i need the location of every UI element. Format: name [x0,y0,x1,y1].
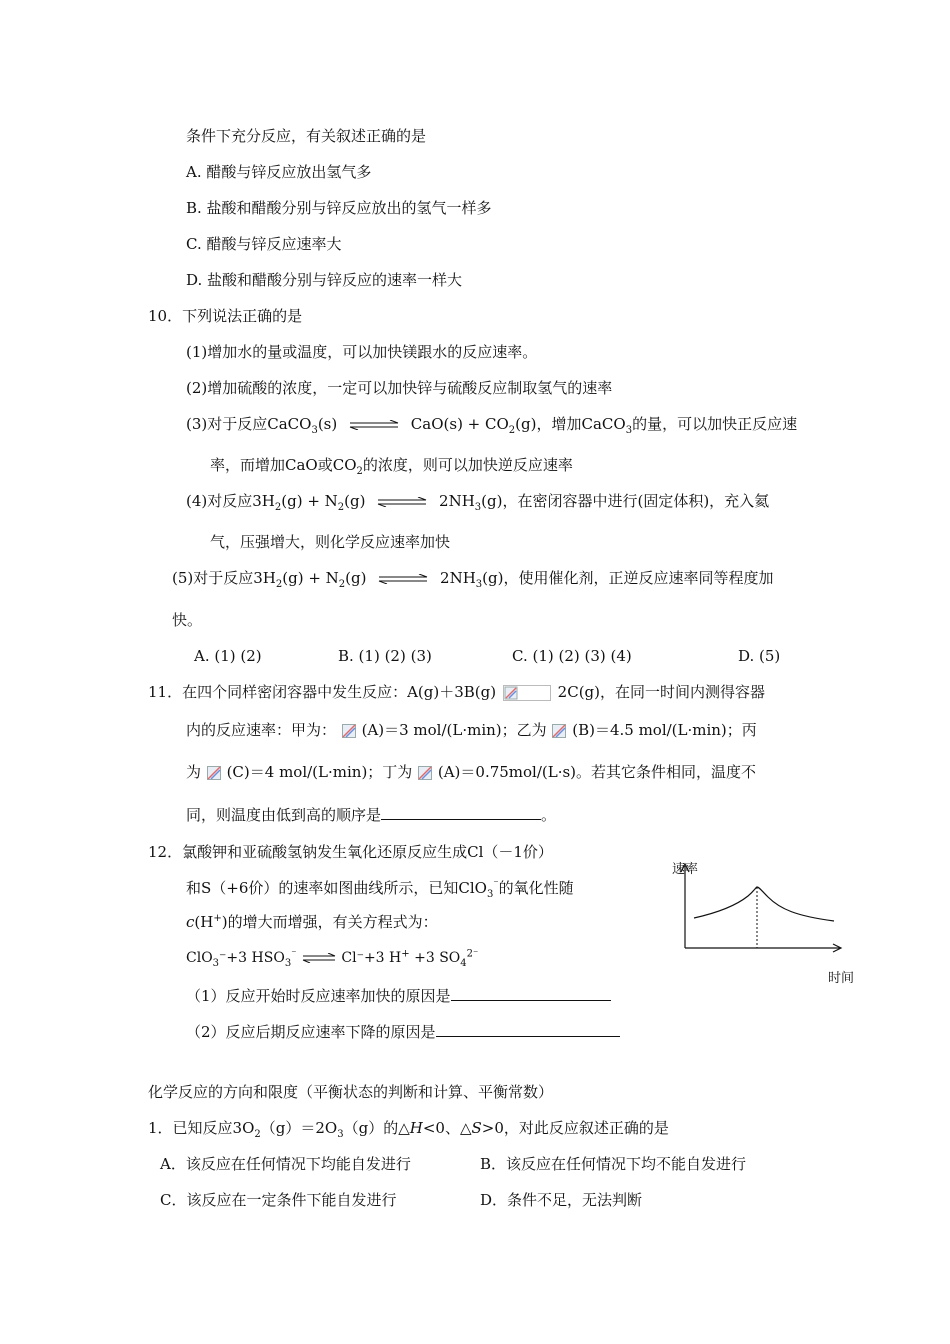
q9-option-b: B. 盐酸和醋酸分别与锌反应放出的氢气一样多 [186,199,492,217]
q12-line-1: 12．氯酸钾和亚硫酸氢钠发生氧化还原反应生成Cl（－1价） [148,843,553,861]
broken-image-icon [552,724,566,738]
answer-blank[interactable] [451,986,611,1001]
equilibrium-arrow-icon [302,953,336,963]
chart-ylabel: 速率 [672,862,699,877]
equilibrium-arrow-icon [377,574,429,584]
q10-statement-2: (2)增加硫酸的浓度，一定可以加快锌与硫酸反应制取氢气的速率 [186,379,613,397]
chart-xlabel: 时间 [828,971,855,986]
rate-time-chart [676,860,846,960]
broken-image-icon [207,766,221,780]
rate-curve [694,887,834,921]
q9-option-c: C. 醋酸与锌反应速率大 [186,235,342,253]
q12-part-1: （1）反应开始时反应速率加快的原因是 [186,986,611,1006]
q10-statement-4: (4)对反应$3H_2(g) + N_2(g)$ $2NH_3(g)$，在密闭容器中进行(固定体积)，充入氦 [186,492,770,513]
q12-line-3: c(H+)的增大而增强，有关方程式为： [186,913,438,931]
q12-equation: ClO$_3$⁻+3 $HSO_3^{^-}$ Cl⁻+3 H+ +3 $SO_4^{2^-}$ [186,948,479,969]
q10-option-c: C. (1) (2) (3) (4) [512,647,632,665]
q10-statement-3-cont: 率，而增加CaO或$CO_2$的浓度，则可以加快逆反应速率 [210,456,573,477]
q10-stem: 10．下列说法正确的是 [148,307,303,325]
q11-line-4: 同，则温度由低到高的顺序是 。 [186,806,557,824]
section-q1-option-c: C．该反应在一定条件下能自发进行 [160,1191,397,1209]
section-title: 化学反应的方向和限度（平衡状态的判断和计算、平衡常数） [148,1083,554,1101]
q10-statement-5-cont: 快。 [172,611,203,629]
broken-image-icon [503,685,551,701]
q10-statement-4-cont: 气，压强增大，则化学反应速率加快 [210,533,451,551]
q12-line-2: 和S（+6价）的速率如图曲线所示，已知ClO$_3$⁻的氧化性随 [186,879,574,900]
section-q1-option-b: B．该反应在任何情况下均不能自发进行 [480,1155,747,1173]
equilibrium-arrow-icon [376,497,428,507]
broken-image-icon [418,766,432,780]
q9-option-a: A. 醋酸与锌反应放出氢气多 [186,163,372,181]
q11-line-3: 为 (C)＝4 mol/(L·min)；丁为 (A)＝0.75mol/(L·s)。若其它条件相同，温度不 [186,763,757,781]
q10-statement-3: (3)对于反应CaCO$_3$(s) $CaO(s) + CO_2(g)$，增加CaCO$_3$的量，可以加快正反应速 [186,415,798,436]
q11-line-1: 11．在四个同样密闭容器中发生反应：A(g)＋3B(g) 2C(g)，在同一时间内测得容器 [148,683,765,701]
q11-line-2: 内的反应速率：甲为： (A)＝3 mol/(L·min)；乙为 (B)＝4.5 mol/(L·min)；丙 [186,721,757,739]
q10-statement-5: (5)对于反应$3H_2(g) + N_2(g)$ $2NH_3(g)$，使用催化剂，正逆反应速率同等程度加 [172,569,774,590]
section-q1-option-a: A．该反应在任何情况下均能自发进行 [160,1155,411,1173]
equilibrium-arrow-icon [348,420,400,430]
q10-option-d: D. (5) [738,647,781,665]
q9-stem-line: 条件下充分反应，有关叙述正确的是 [186,127,427,145]
section-q1-option-d: D．条件不足，无法判断 [480,1191,643,1209]
q10-statement-1: (1)增加水的量或温度，可以加快镁跟水的反应速率。 [186,343,538,361]
q12-part-2: （2）反应后期反应速率下降的原因是 [186,1022,620,1042]
answer-blank[interactable] [436,1022,620,1037]
q10-option-b: B. (1) (2) (3) [338,647,432,665]
q10-option-a: A. (1) (2) [194,647,262,665]
answer-blank[interactable] [381,805,541,820]
q9-option-d: D. 盐酸和醋酸分别与锌反应的速率一样大 [186,271,463,289]
broken-image-icon [342,724,356,738]
section-q1-stem: 1．已知反应$3O_2(g)=2O_3(g)$的△H<0、△S>0，对此反应叙述正确的是 [148,1119,669,1140]
